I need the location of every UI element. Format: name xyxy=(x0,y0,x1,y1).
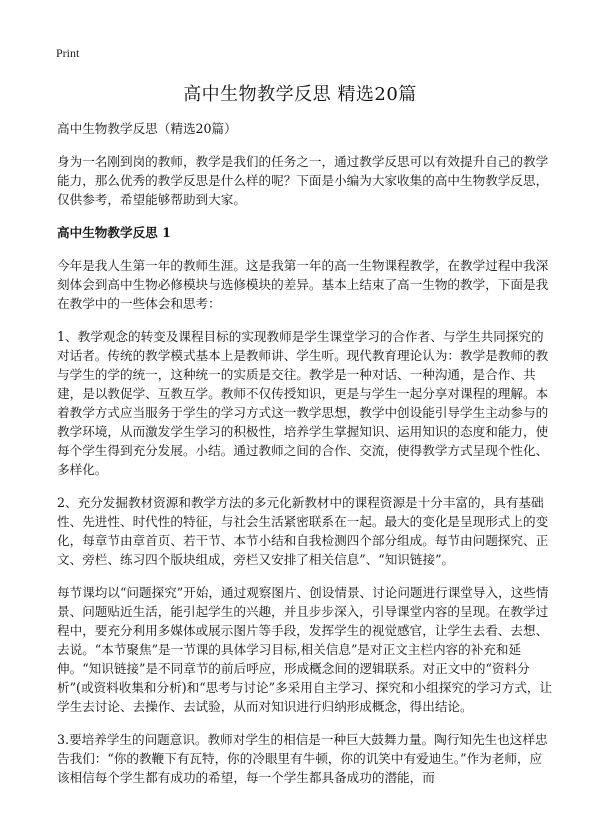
body-paragraph: 每节课均以“问题探究”开始，通过观察图片、创设情景、讨论问题进行课堂导入，这些情景、问题贴近生活，能引起学生的兴趣，并且步步深入，引导课堂内容的呈现。在教学过程中，要充分利用多媒体或展示图片等手段，发挥学生的视觉感官，让学生去看、去想、去说。“本节聚焦”是一节课的具体学习目标,相关信息”是对正文主栏内容的补充和延伸。“知识链接”是不同章节的前后呼应，形成概念间的逻辑联系。对正文中的“资料分析”(或资料收集和分析)和“思考与讨论”多采用自主学习、探究和小组探究的学习方式，让学生去讨论、去操作、去试验，从而对知识进行归纳形成概念，得出结论。 xyxy=(57,585,553,714)
body-paragraph: 1、教学观念的转变及课程目标的实现教师是学生课堂学习的合作者、与学生共同探究的对话者。传统的教学模式基本上是教师讲、学生听。现代教育理论认为：教学是教师的教与学生的学的统一，这种统一的实质是交往。教学是一种对话、一种沟通，是合作、共建，是以教促学、互教互学。教师不仅传授知识，更是与学生一起分享对课程的理解。本着教学方式应当服务于学生的学习方式这一教学思想，教学中创设能引导学生主动参与的教学环境，从而激发学生学习的积极性，培养学生掌握知识、运用知识的态度和能力，使每个学生得到充分发展。小结。通过教师之间的合作、交流，使得教学方式呈现个性化、多样化。 xyxy=(57,329,549,477)
document-subtitle: 高中生物教学反思（精选20篇） xyxy=(57,121,237,136)
document-title: 高中生物教学反思 精选20篇 xyxy=(183,84,417,105)
print-label: Print xyxy=(56,46,80,60)
section-heading: 高中生物教学反思 1 xyxy=(57,225,171,240)
body-paragraph: 今年是我人生第一年的教师生涯。这是我第一年的高一生物课程教学，在教学过程中我深刻体会到高中生物必修模块与选修模块的差异。基本上结束了高一生物的教学，下面是我在教学中的一些体会和思考： xyxy=(57,258,549,311)
body-paragraph: 2、充分发掘教材资源和教学方法的多元化新教材中的课程资源是十分丰富的，具有基础性、先进性、时代性的特征，与社会生活紧密联系在一起。最大的变化是呈现形式上的变化，每章节由章首页、若干节、本节小结和自我检测四个部分组成。每节由问题探究、正文、旁栏、练习四个版块组成，旁栏又安排了相关信息”、“知识链接”。 xyxy=(57,495,549,567)
intro-paragraph: 身为一名刚到岗的教师，教学是我们的任务之一，通过教学反思可以有效提升自己的教学能力，那么优秀的教学反思是什么样的呢？下面是小编为大家收集的高中生物教学反思，仅供参考，希望能够帮助到大家。 xyxy=(57,154,549,207)
body-paragraph: 3.要培养学生的问题意识。教师对学生的相信是一种巨大鼓舞力量。陶行知先生也这样忠告我们：“你的教鞭下有瓦特，你的冷眼里有牛顿，你的讥笑中有爱迪生。”作为老师，应该相信每个学生都有成功的希望，每一个学生都具备成功的潜能，而 xyxy=(57,732,548,785)
document-body xyxy=(57,119,554,801)
